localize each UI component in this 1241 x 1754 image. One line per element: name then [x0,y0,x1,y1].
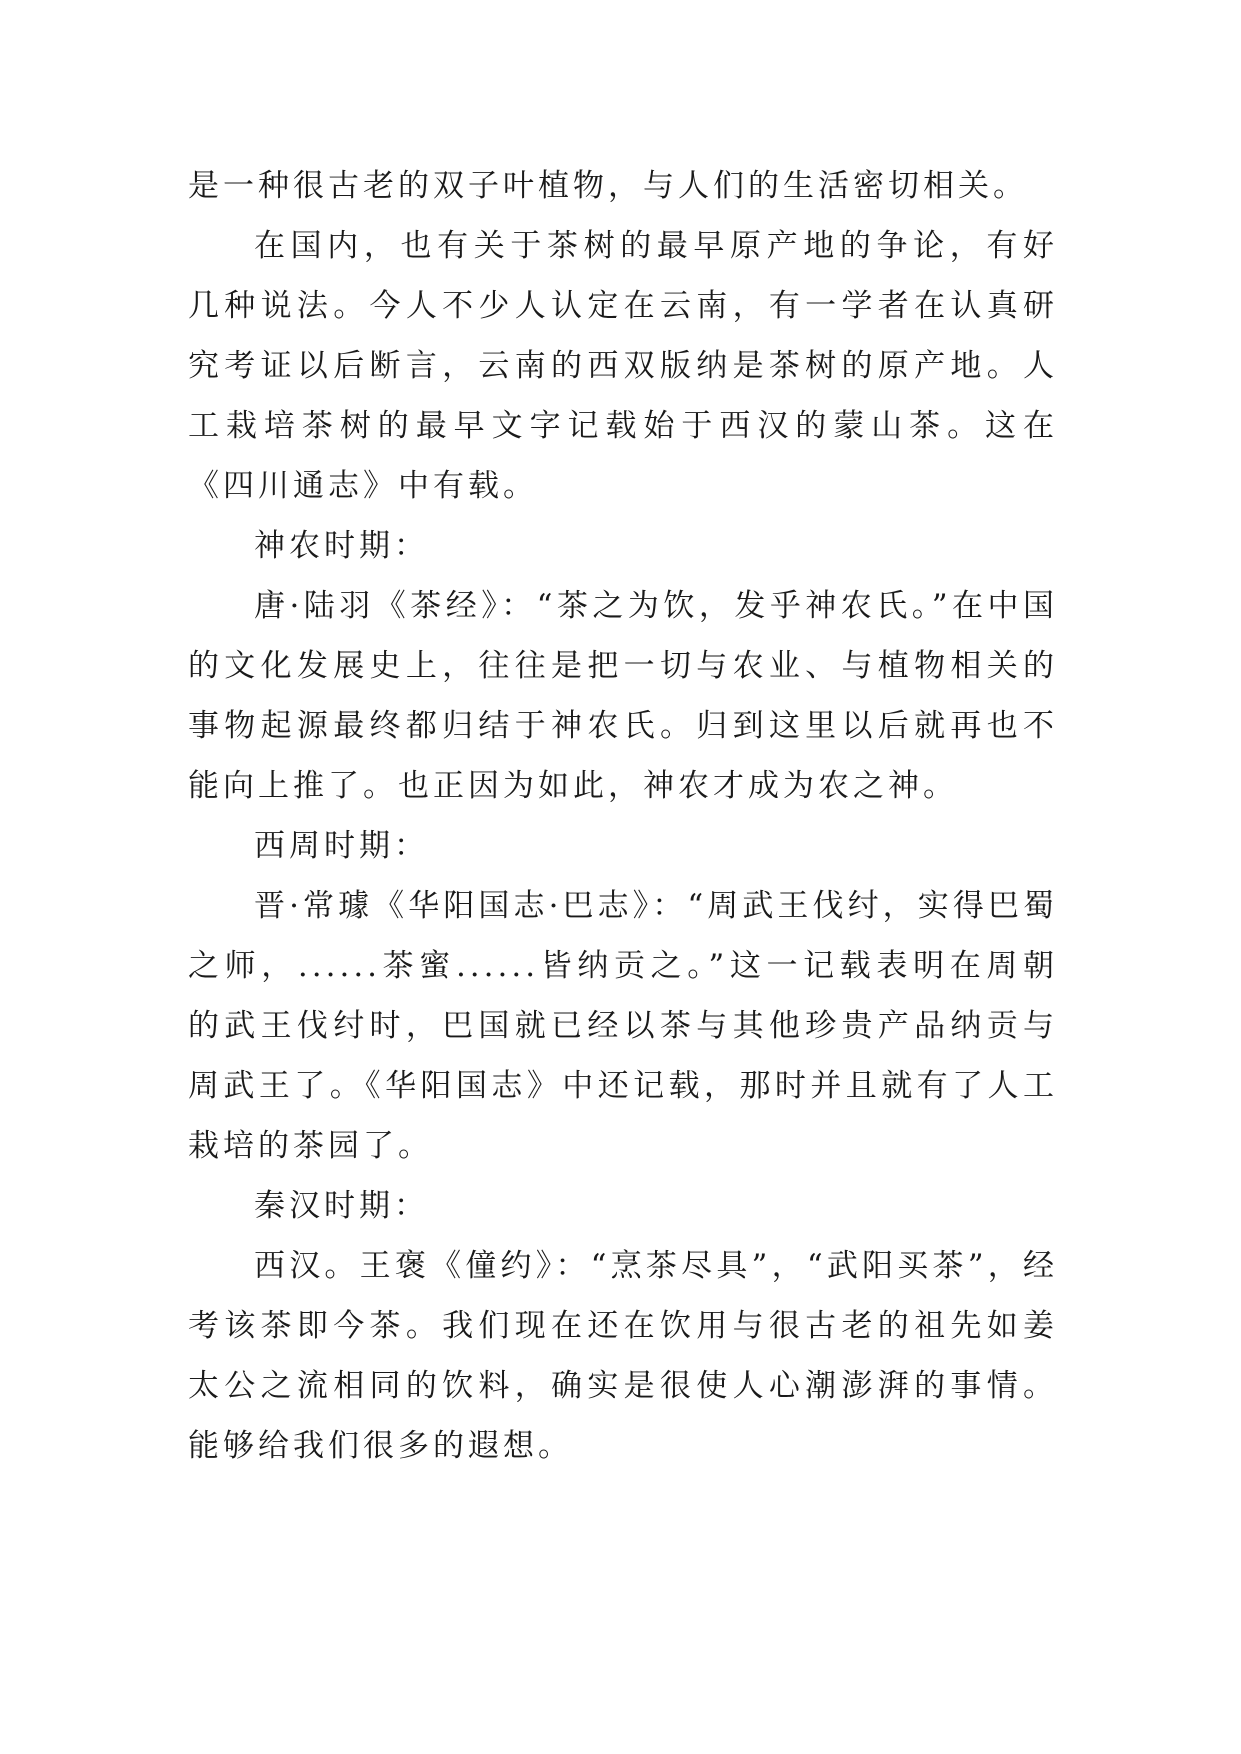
paragraph-western-zhou: 晋·常璩《华阳国志·巴志》：“周武王伐纣，实得巴蜀之师，......茶蜜......皆纳贡之。”这一记载表明在周朝的武王伐纣时，巴国就已经以茶与其他珍贵产品纳贡与周武王了。《华阳国志》中还记载，那时并且就有了人工栽培的茶园了。 [188,888,1058,1164]
paragraph-origin-debate: 在国内，也有关于茶树的最早原产地的争论，有好几种说法。今人不少人认定在云南，有一学者在认真研究考证以后断言，云南的西双版纳是茶树的原产地。人工栽培茶树的最早文字记载始于西汉的蒙山茶。这在《四川通志》中有载。 [188,228,1058,504]
section-heading-shennong: 神农时期： [254,528,429,564]
paragraph-continuation: 是一种很古老的双子叶植物，与人们的生活密切相关。 [188,168,1028,204]
section-heading-western-zhou: 西周时期： [254,828,429,864]
paragraph-qin-han: 西汉。王褒《僮约》：“烹茶尽具”，“武阳买茶”，经考该茶即今茶。我们现在还在饮用与很古老的祖先如姜太公之流相同的饮料，确实是很使人心潮澎湃的事情。能够给我们很多的遐想。 [188,1248,1058,1464]
section-heading-qin-han: 秦汉时期： [254,1188,429,1224]
paragraph-shennong: 唐·陆羽《茶经》：“茶之为饮，发乎神农氏。”在中国的文化发展史上，往往是把一切与农业、与植物相关的事物起源最终都归结于神农氏。归到这里以后就再也不能向上推了。也正因为如此，神农才成为农之神。 [188,588,1058,804]
document-body [188,156,1058,1476]
